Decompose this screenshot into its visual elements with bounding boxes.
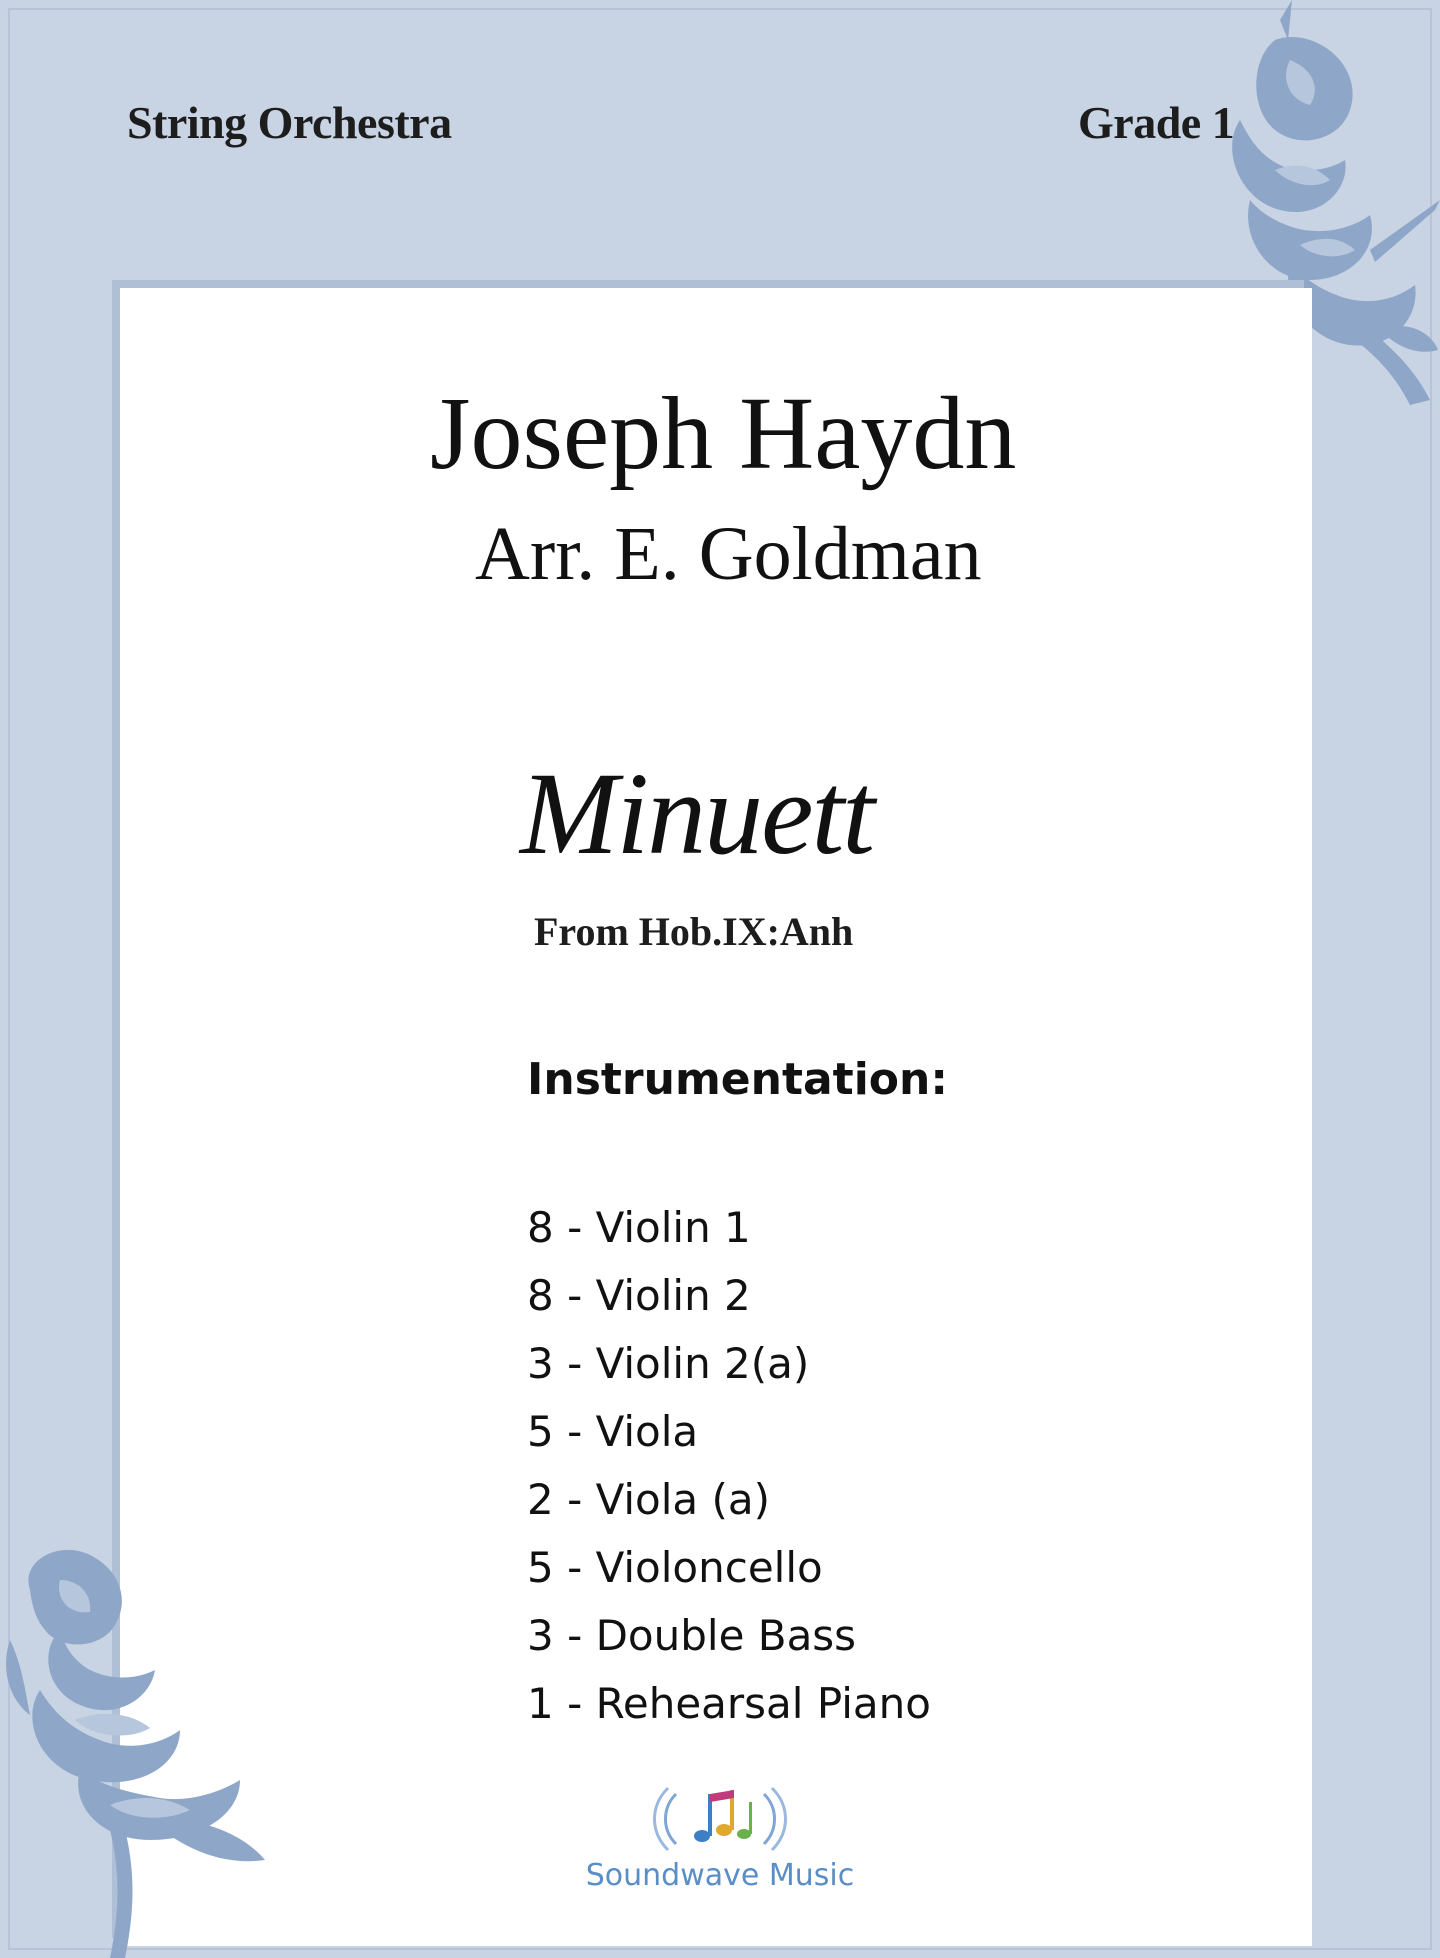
category-label: String Orchestra [127,97,452,148]
composer-name: Joseph Haydn [430,376,1017,491]
piece-title: Minuett [520,748,874,879]
instrument-item: 1 - Rehearsal Piano [527,1679,931,1728]
soundwave-logo-icon [640,1780,800,1856]
instrumentation-list [527,1194,931,1738]
publisher-name: Soundwave Music [585,1858,855,1893]
instrument-item: 8 - Violin 1 [527,1203,751,1252]
catalog-subtitle: From Hob.IX:Anh [534,909,854,954]
instrument-item: 2 - Viola (a) [527,1475,771,1524]
publisher-logo [570,1780,870,1900]
arranger-name: Arr. E. Goldman [475,512,982,596]
instrument-item: 5 - Violoncello [527,1543,823,1592]
instrument-item: 3 - Violin 2(a) [527,1339,810,1388]
grade-label: Grade 1 [1078,97,1235,148]
rose-decoration-bottom-icon [0,1540,300,1958]
instrument-item: 8 - Violin 2 [527,1271,751,1320]
instrument-item: 3 - Double Bass [527,1611,857,1660]
instrument-item: 5 - Viola [527,1407,699,1456]
instrumentation-heading: Instrumentation: [527,1054,948,1105]
